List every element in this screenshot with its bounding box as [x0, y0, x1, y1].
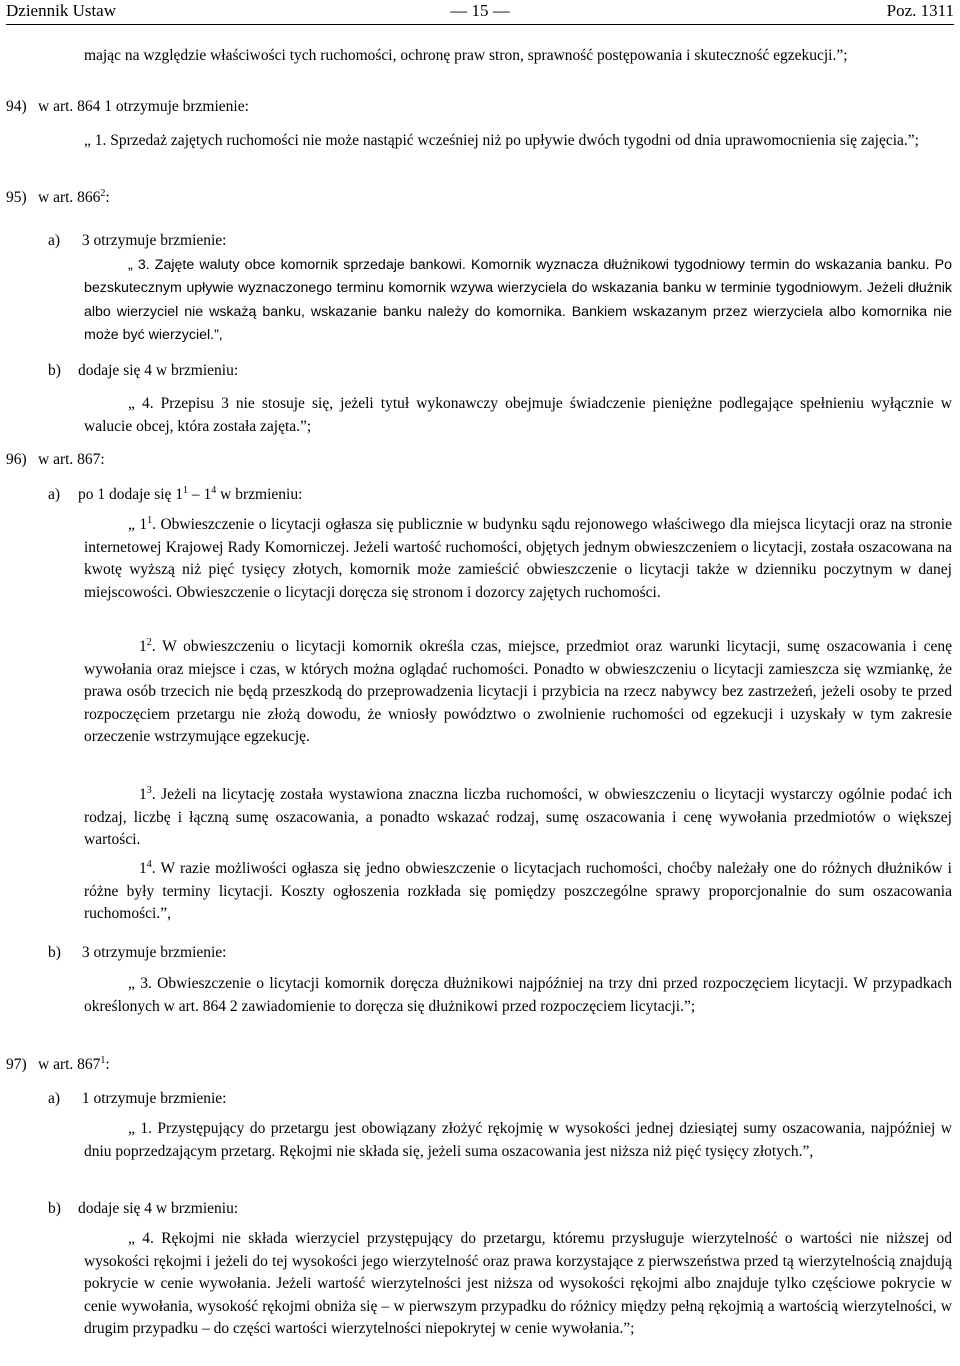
item-97a [48, 1088, 227, 1111]
quote-art-867-1-par-1: „ 1. Przystępujący do przetargu jest obowiązany złożyć rękojmię w wysokości jednej dziesiątej sumy oszacowania, najpóźniej w dniu poprzedzającym przetarg. Rękojmi nie składa się, jeżeli suma oszacowania jest niższa niż pięć tysięcy złotych.”, [84, 1120, 952, 1160]
superscript: 1 [100, 1055, 106, 1066]
item-97b [48, 1198, 238, 1221]
item-text-suffix: : [105, 1056, 110, 1073]
item-95a [48, 230, 227, 253]
paragraph-1-4 [84, 858, 952, 926]
continuation-paragraph: mając na względzie właściwości tych ruchomości, ochronę praw stron, sprawność postępowania i skuteczność egzekucji.”; [84, 47, 848, 64]
quote-art-867-1-par-4: „ 4. Rękojmi nie składa wierzyciel przystępujący do przetargu, któremu przysługuje wierzytelność o wartości nie niższej od wysokości rękojmi i jeżeli do tej wysokości jego wierzytelność oraz prawa korzystające z pierwszeństwa przed tą wierzytelnością znajdują pokrycie w cenie wywołania. Jeżeli wartość wierzytelności jest niższa od wysokości rękojmi albo znajduje tylko częściowe pokrycie w cenie wywołania, wysokość rękojmi obniża się – w pierwszym przypadku do różnicy między pełną rękojmią a wartością wierzytelności, w drugim przypadku – do części wartości wierzytelności niepokrytej w cenie wywołania.”; [84, 1230, 952, 1337]
item-text: w art. 866 [38, 189, 101, 206]
quote-art-867-par-3: „ 3. Obwieszczenie o licytacji komornik doręcza dłużnikowi najpóźniej na trzy dni przed rozpoczęciem licytacji. W przypadkach określonych w art. 864 2 zawiadomienie to doręcza się dłużnikowi przed rozpoczęciem licytacji.”; [84, 975, 952, 1015]
quote-art-866-par-4: „ 4. Przepisu 3 nie stosuje się, jeżeli tytuł wykonawczy obejmuje świadczenie pieniężne podlegające spełnieniu wyłącznie w walucie obcej, która została zajęta.”; [84, 395, 952, 435]
item-95b [48, 360, 238, 383]
superscript: 2 [146, 637, 152, 648]
quote-art-864: „ 1. Sprzedaż zajętych ruchomości nie może nastąpić wcześniej niż po upływie dwóch tygodni od dnia uprawomocnienia się zajęcia.”; [84, 132, 919, 149]
paragraph-ref: 1 [139, 638, 147, 655]
item-letter: b) [48, 362, 61, 379]
superscript: 4 [146, 859, 152, 870]
paragraph-1-3 [84, 784, 952, 852]
paragraph-text: . W razie możliwości ogłasza się jedno obwieszczenie o licytacjach ruchomości, choćby należały one do różnych dłużników i różne były terminy licytacji. Koszty ogłoszenia rozkłada się pomiędzy poszczególne sprawy proporcjonalnie do sum oszacowania ruchomości.”, [84, 860, 952, 922]
item-95 [6, 187, 110, 210]
item-letter: b) [48, 1200, 61, 1217]
item-text-suffix: w brzmieniu: [216, 486, 303, 503]
quote-art-866-par-3: „ 3. Zajęte waluty obce komornik sprzedaje bankowi. Komornik wyznacza dłużnikowi tygodniowy termin do wskazania banku. Po bezskutecznym upływie wyznaczonego terminu komornik wzywa wierzyciela do wskazania banku w terminie tygodniowym. Jeżeli dłużnik albo wierzyciel nie wskażą banku, wskazanie banku należy do komornika. Bankiem wskazanym przez wierzyciela albo komornika nie może być wierzyciel.”, [84, 257, 952, 344]
item-text: 1 otrzymuje brzmienie: [78, 1090, 227, 1107]
item-text: 3 otrzymuje brzmienie: [78, 232, 227, 249]
paragraph-ref: „ 1 [128, 516, 148, 533]
item-96 [6, 449, 105, 472]
item-number: 97) [6, 1056, 27, 1073]
superscript: 2 [100, 188, 106, 199]
item-text-suffix: : [105, 189, 110, 206]
superscript: 1 [183, 485, 189, 496]
item-96a [48, 484, 302, 507]
item-text: w art. 867 [38, 1056, 101, 1073]
item-letter: a) [48, 1090, 61, 1107]
superscript: 3 [146, 785, 152, 796]
header-rule [6, 24, 954, 25]
item-letter: b) [48, 944, 61, 961]
item-letter: a) [48, 486, 61, 503]
paragraph-text: . W obwieszczeniu o licytacji komornik określa czas, miejsce, przedmiot oraz warunki licytacji, sumę oszacowania i cenę wywołania oraz miejsce i czas, w których można oglądać ruchomości. Ponadto w obwieszczeniu o licytacji zamieszcza się wzmiankę, że prawa osób trzecich nie będą przeszkodą do przeprowadzenia licytacji i przybicia na rzecz nabywcy bez zastrzeżeń, jeżeli osoby te przed rozpoczęciem przetargu nie złożą dowodu, że wniosły powództwo o zwolnienie ruchomości od egzekucji i uzyskały w tym zakresie orzeczenie wstrzymujące egzekucję. [84, 638, 952, 745]
item-text-mid: – 1 [188, 486, 212, 503]
item-text: 3 otrzymuje brzmienie: [78, 944, 227, 961]
item-text: w art. 864 1 otrzymuje brzmienie: [38, 98, 249, 115]
item-number: 95) [6, 189, 27, 206]
superscript: 1 [147, 515, 153, 526]
item-number: 94) [6, 98, 27, 115]
item-number: 96) [6, 451, 27, 468]
item-97 [6, 1054, 110, 1077]
paragraph-ref: 1 [139, 786, 147, 803]
item-96b [48, 942, 227, 965]
item-text: dodaje się 4 w brzmieniu: [78, 1200, 239, 1217]
paragraph-text: . Jeżeli na licytację została wystawiona znaczna liczba ruchomości, w obwieszczeniu o licytacji wystarczy ogólnie podać ich rodzaj, liczbę i łączną sumę oszacowania, a ponadto wskazać rodzaj, sumę oszacowania i cenę wywołania przedmiotów o większej wartości. [84, 786, 952, 848]
item-text: po 1 dodaje się 1 [78, 486, 184, 503]
journal-title: Dziennik Ustaw [6, 1, 117, 20]
item-text: w art. 867: [38, 451, 105, 468]
superscript: 4 [211, 485, 217, 496]
item-letter: a) [48, 232, 61, 249]
page-number: — 15 — [450, 1, 510, 20]
paragraph-ref: 1 [139, 860, 147, 877]
position-number: Poz. 1311 [886, 1, 954, 20]
page-header [6, 0, 954, 24]
paragraph-1-1 [84, 514, 952, 604]
paragraph-text: . Obwieszczenie o licytacji ogłasza się publicznie w budynku sądu rejonowego właściwego dla miejsca licytacji oraz na stronie internetowej Krajowej Rady Komorniczej. Jeżeli wartość ruchomości, objętych jednym obwieszczeniem o licytacji, została oszacowana na kwotę wyższą niż pięć tysięcy złotych, komornik może zamieścić obwieszczenie o licytacji także w dzienniku poczytnym w danej miejscowości. Obwieszczenie o licytacji doręcza się stronom i dozorcy zajętych ruchomości. [84, 516, 952, 601]
paragraph-1-2 [84, 636, 952, 749]
item-text: dodaje się 4 w brzmieniu: [78, 362, 239, 379]
item-94 [6, 96, 249, 119]
